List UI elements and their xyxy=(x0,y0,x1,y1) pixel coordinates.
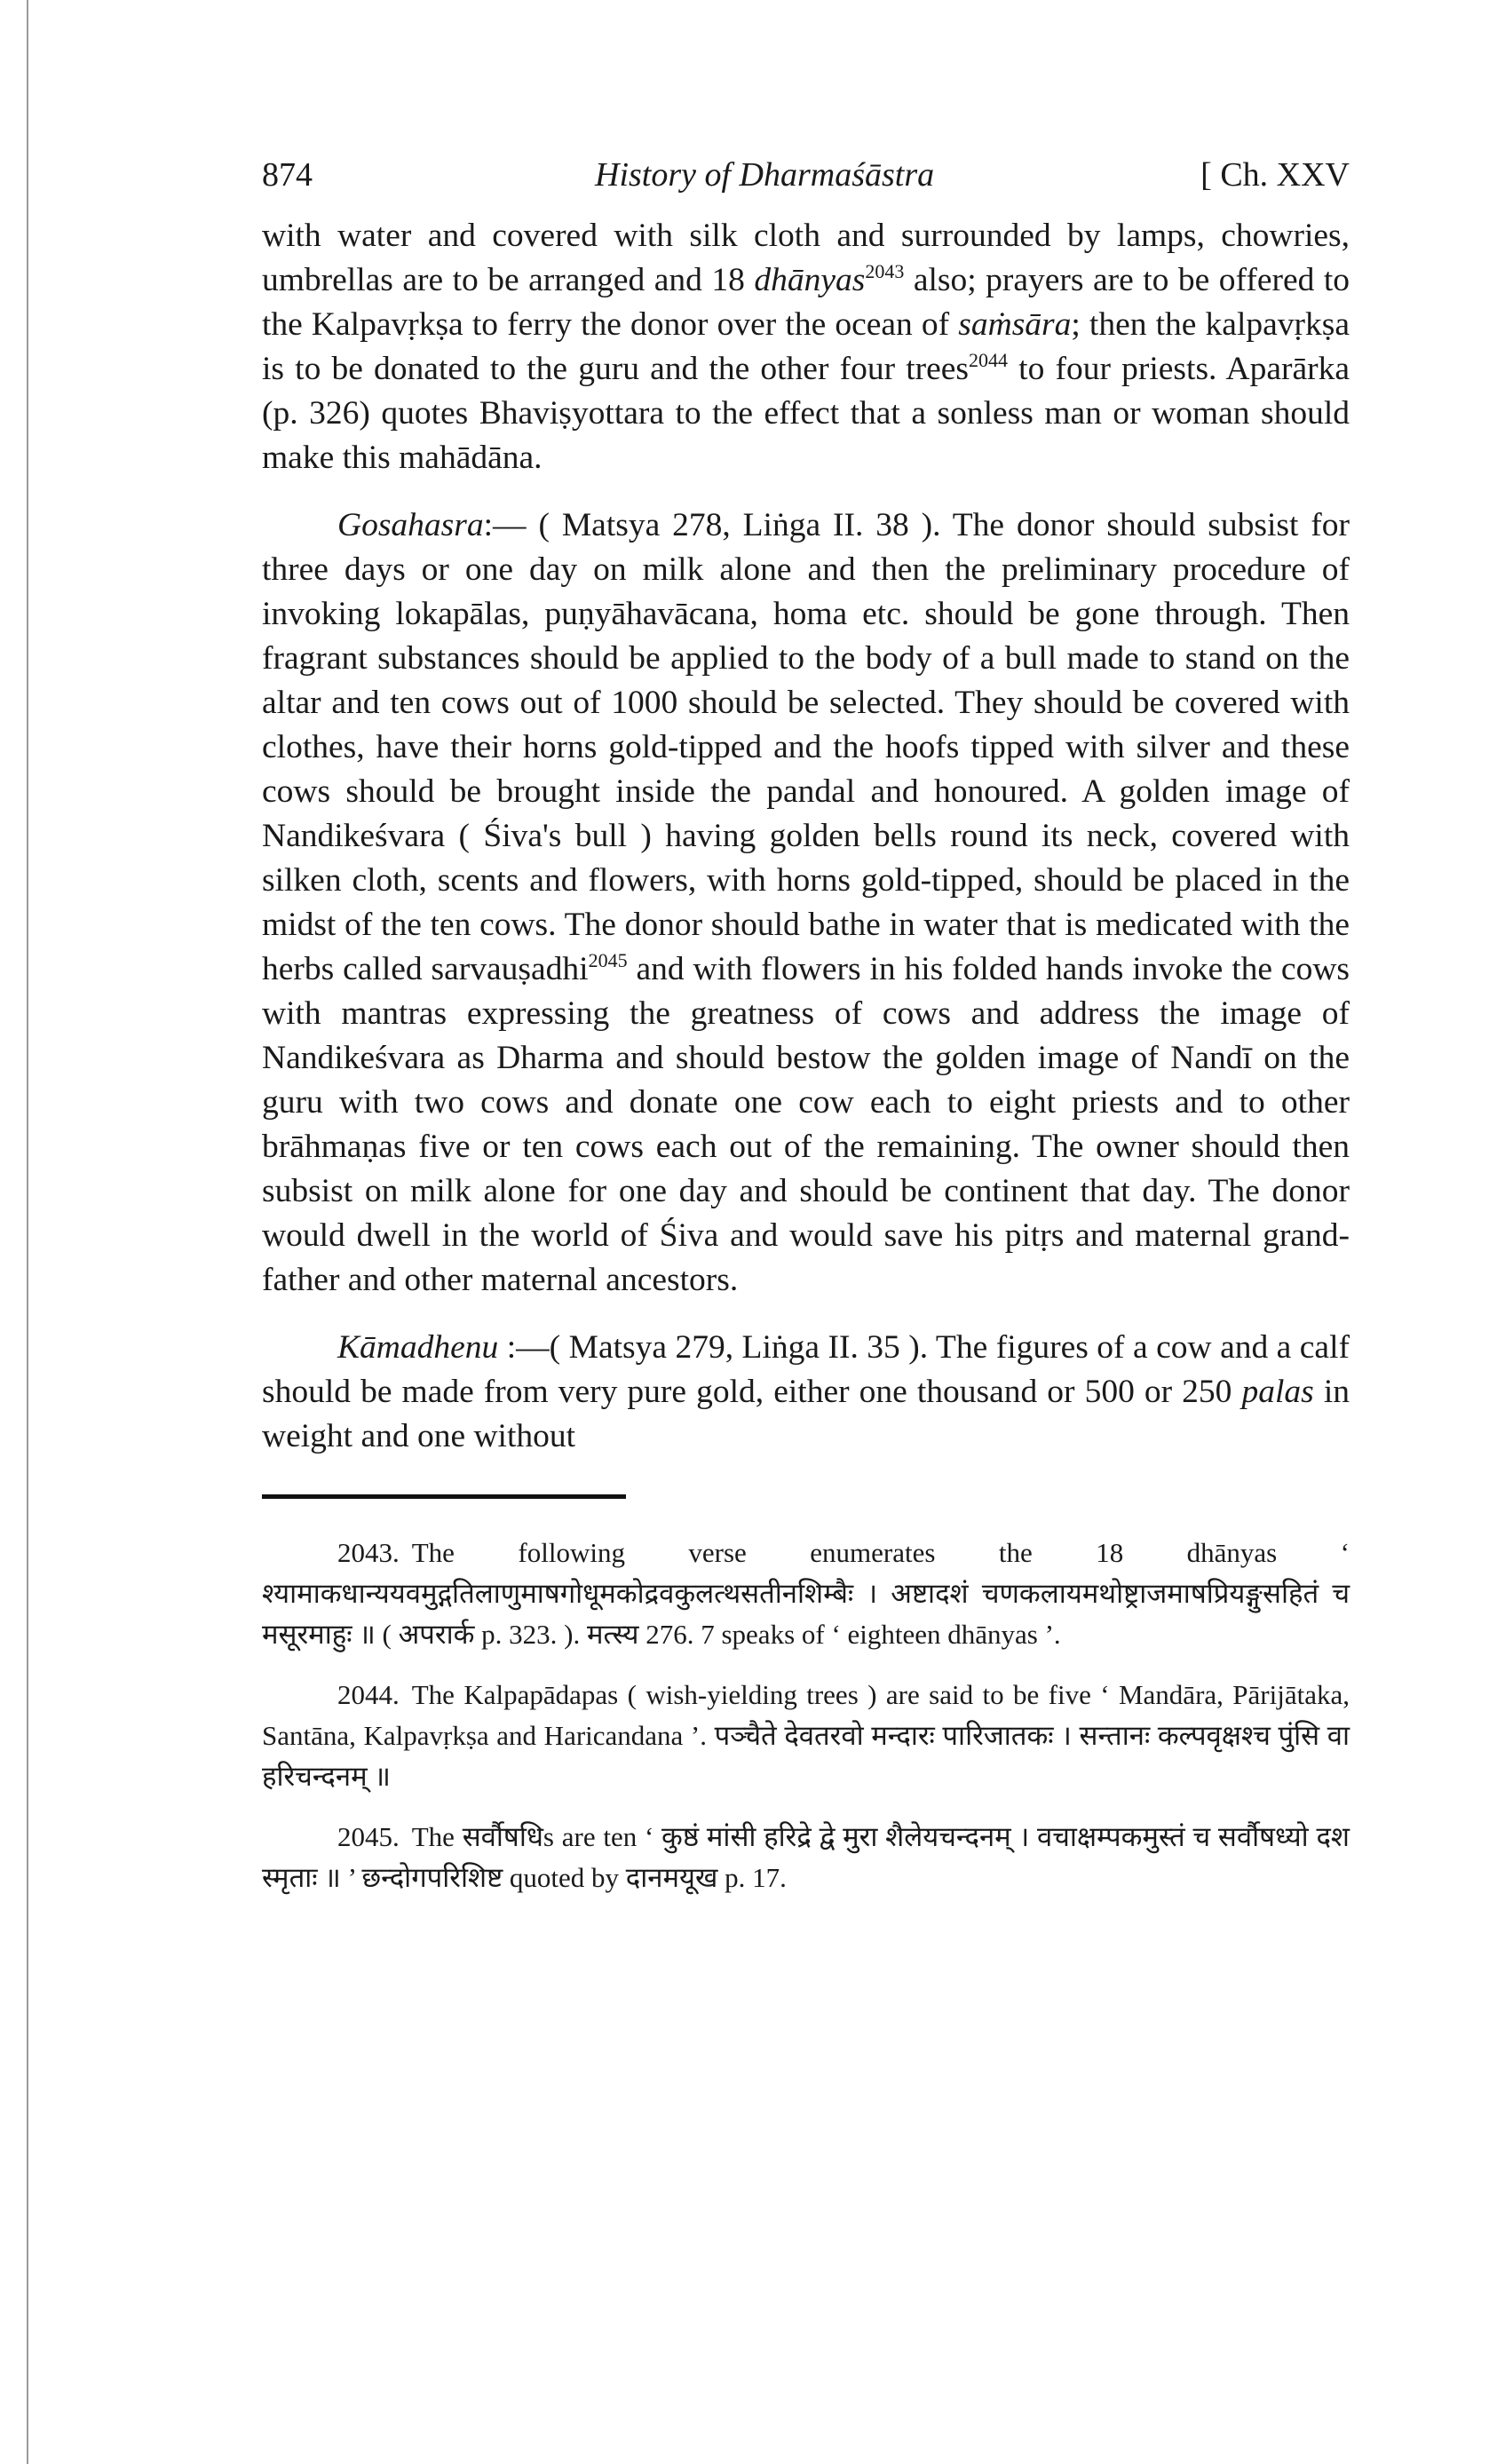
running-title: History of Dharmaśāstra xyxy=(595,156,935,194)
footnote-number: 2044. xyxy=(337,1679,400,1710)
italic-term: palas xyxy=(1241,1374,1314,1410)
paragraph-kalpavrksa-continued xyxy=(262,214,1350,480)
footnote-2043 xyxy=(262,1533,1350,1655)
text-run: ; then the kalpavṛkṣa is to be donated to the guru and the other four trees xyxy=(262,306,1350,387)
footnote-number: 2045. xyxy=(337,1821,400,1852)
book-page xyxy=(262,155,1350,1918)
text-run: to four priests. Aparārka (p. 326) quotes Bhaviṣyottara to the effect that a sonless man or woman should make this mahādāna. xyxy=(262,351,1350,476)
footnote-text: The Kalpapādapas ( wish-yielding trees ) are said to be five ‘ Mandāra, Pārijātaka, Santāna, Kalpavṛkṣa and Haricandana ’. पञ्चैते देवतरवो मन्दारः पारिजातकः । सन्तानः कल्पवृक्षश्च पुंसि वा हरिचन्दनम् ॥ xyxy=(262,1679,1350,1792)
italic-term: dhānyas xyxy=(754,262,866,298)
paragraph-kamadhenu xyxy=(262,1326,1350,1459)
footnote-2044 xyxy=(262,1675,1350,1797)
paragraph-gosahasra xyxy=(262,503,1350,1303)
footnote-2045 xyxy=(262,1817,1350,1898)
chapter-label: [ Ch. XXV xyxy=(1200,156,1350,194)
section-heading: Gosahasra xyxy=(337,507,484,543)
section-heading: Kāmadhenu xyxy=(337,1329,499,1366)
text-run: with water and covered with silk cloth and surrounded by lamps, chowries, umbrellas are to be arranged and 18 xyxy=(262,218,1350,298)
footnote-ref: 2044 xyxy=(969,349,1009,371)
text-run: and with flowers in his folded hands invoke the cows with mantras expressing the greatness of cows and address the image of Nandikeśvara as Dharma and should bestow the golden image of Nandī on the guru with two cows and donate one cow each to eight priests and to other brāhmaṇas five or ten cows each out of the remaining. The owner should then subsist on milk alone for one day and should be continent that day. The donor would dwell in the world of Śiva and would save his pitṛs and maternal grand-father and other maternal ancestors. xyxy=(262,951,1350,1298)
footnote-text: The following verse enumerates the 18 dhānyas ‘ श्यामाकधान्ययवमुद्गतिलाणुमाषगोधूमकोद्रवकुलत्थसतीनशिम्बैः । अष्टादशं चणकलायमथोष्ट्राजमाषप्रियङ्गुसहितं च मसूरमाहुः ॥ ( अपरार्क p. 323. ). मत्स्य 276. 7 speaks of ‘ eighteen dhānyas ’. xyxy=(262,1537,1350,1650)
footnotes xyxy=(262,1533,1350,1898)
footnote-ref: 2045 xyxy=(588,949,628,971)
footnote-ref: 2043 xyxy=(865,260,905,282)
running-header xyxy=(262,155,1350,209)
text-run: :—( Matsya 279, Liṅga II. 35 ). The figures of a cow and a calf should be made from very pure gold, either one thousand or 500 or 250 xyxy=(262,1329,1350,1410)
scan-margin-line xyxy=(27,0,28,2464)
page-number: 874 xyxy=(262,156,313,194)
text-run: also; prayers are to be offered to the Kalpavṛkṣa to ferry the donor over the ocean of xyxy=(262,262,1350,343)
footnote-text: The सर्वौषधिs are ten ‘ कुष्ठं मांसी हरिद्रे द्वे मुरा शैलेयचन्दनम् । वचाक्षम्पकमुस्तं च सर्वौषध्यो दश स्मृताः ॥ ’ छन्दोगपरिशिष्ट quoted by दानमयूख p. 17. xyxy=(262,1821,1350,1893)
italic-term: saṁsāra xyxy=(958,306,1072,343)
footnote-rule xyxy=(262,1494,626,1499)
footnote-number: 2043. xyxy=(337,1537,400,1568)
text-run: in weight and one without xyxy=(262,1374,1350,1454)
text-run: :— ( Matsya 278, Liṅga II. 38 ). The donor should subsist for three days or one day on milk alone and then the preliminary procedure of invoking lokapālas, puṇyāhavācana, homa etc. should be gone through. Then fragrant substances should be applied to the body of a bull made to stand on the altar and ten cows out of 1000 should be selected. They should be covered with clothes, have their horns gold-tipped and the hoofs tipped with silver and these cows should be brought inside the pandal and honoured. A golden image of Nandikeśvara ( Śiva's bull ) having golden bells round its neck, covered with silken cloth, scents and flowers, with horns gold-tipped, should be placed in the midst of the ten cows. The donor should bathe in water that is medicated with the herbs called sarvauṣadhi xyxy=(262,507,1350,987)
main-text xyxy=(262,214,1350,1459)
